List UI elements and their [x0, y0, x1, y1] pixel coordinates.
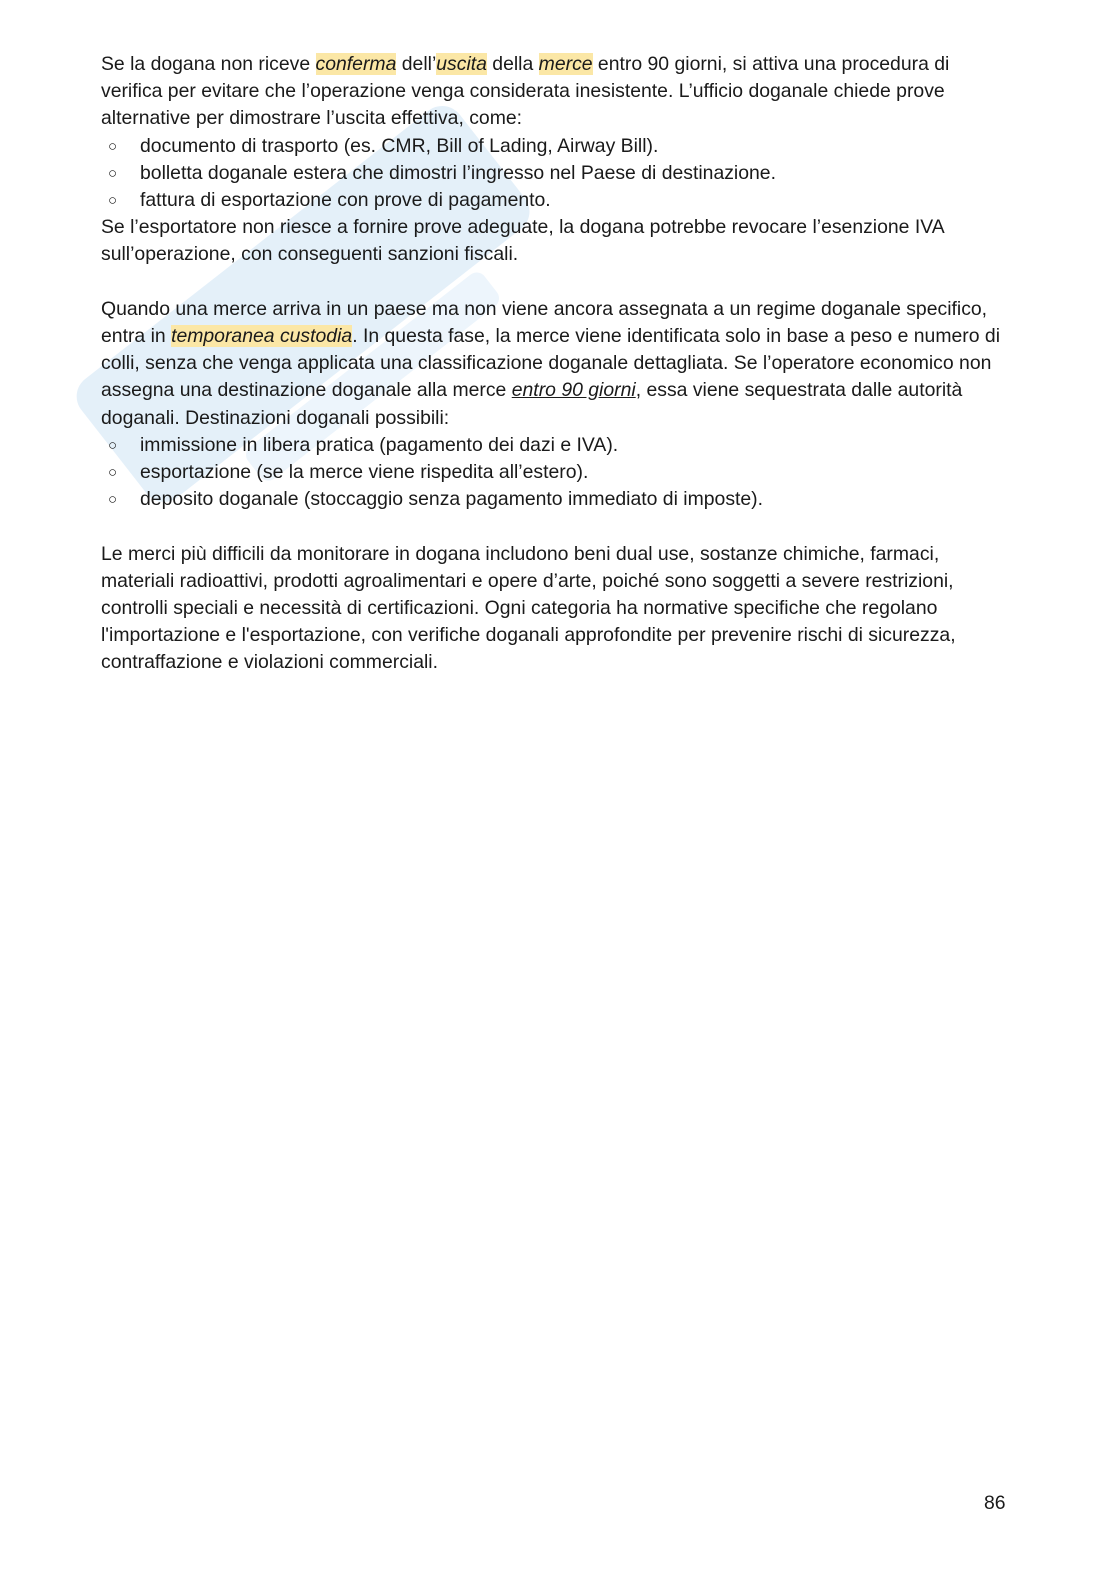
bullet-icon: ○	[108, 192, 118, 210]
bullet-icon: ○	[108, 436, 118, 454]
highlight-uscita: uscita	[436, 53, 487, 75]
list-item: ○ bolletta doganale estera che dimostri l’ingresso nel Paese di destinazione.	[101, 160, 1016, 187]
underline-entro-90-giorni: entro 90 giorni	[511, 379, 636, 402]
customs-destinations-list	[101, 432, 1016, 514]
highlight-merce: merce	[538, 53, 593, 75]
list-item: ○ documento di trasporto (es. CMR, Bill of Lading, Airway Bill).	[101, 133, 1016, 160]
list-item: ○ fattura di esportazione con prove di pagamento.	[101, 187, 1016, 214]
bullet-icon: ○	[108, 164, 118, 182]
list-item: ○ immissione in libera pratica (pagamento dei dazi e IVA).	[101, 432, 1016, 459]
page-number: 86	[984, 1492, 1006, 1514]
paragraph-temporary-custody: Quando una merce arriva in un paese ma non viene ancora assegnata a un regime doganale specifico, entra in temporanea custodia. In questa fase, la merce viene identificata solo in base a peso e numero di colli, senza che venga applicata una classificazione doganale dettagliata. Se l’operatore economico non assegna una destinazione doganale alla merce entro 90 giorni, essa viene sequestrata dalle autorità doganali. Destinazioni doganali possibili:	[101, 297, 1001, 429]
proof-list	[101, 133, 1016, 215]
paragraph-vat-revocation: Se l’esportatore non riesce a fornire prove adeguate, la dogana potrebbe revocare l’esenzione IVA sull’operazione, con conseguenti sanzioni fiscali.	[101, 216, 944, 266]
document-body	[101, 51, 1016, 677]
list-item: ○ esportazione (se la merce viene rispedita all’estero).	[101, 459, 1016, 486]
bullet-icon: ○	[108, 491, 118, 509]
bullet-icon: ○	[108, 464, 118, 482]
list-item: ○ deposito doganale (stoccaggio senza pagamento immediato di imposte).	[101, 486, 1016, 513]
bullet-icon: ○	[108, 137, 118, 155]
paragraph-exit-confirmation: Se la dogana non riceve conferma dell’uscita della merce entro 90 giorni, si attiva una procedura di verifica per evitare che l’operazione venga considerata inesistente. L’ufficio doganale chiede prove alternative per dimostrare l’uscita effettiva, come:	[101, 53, 950, 130]
highlight-conferma: conferma	[315, 53, 397, 75]
paragraph-difficult-goods: Le merci più difficili da monitorare in dogana includono beni dual use, sostanze chimiche, farmaci, materiali radioattivi, prodotti agroalimentari e opere d’arte, poiché sono soggetti a severe restrizioni, controlli speciali e necessità di certificazioni. Ogni categoria ha normative specifiche che regolano l'importazione e l'esportazione, con verifiche doganali approfondite per prevenire rischi di sicurezza, contraffazione e violazioni commerciali.	[101, 542, 956, 674]
highlight-temporanea-custodia: temporanea custodia	[171, 325, 353, 348]
